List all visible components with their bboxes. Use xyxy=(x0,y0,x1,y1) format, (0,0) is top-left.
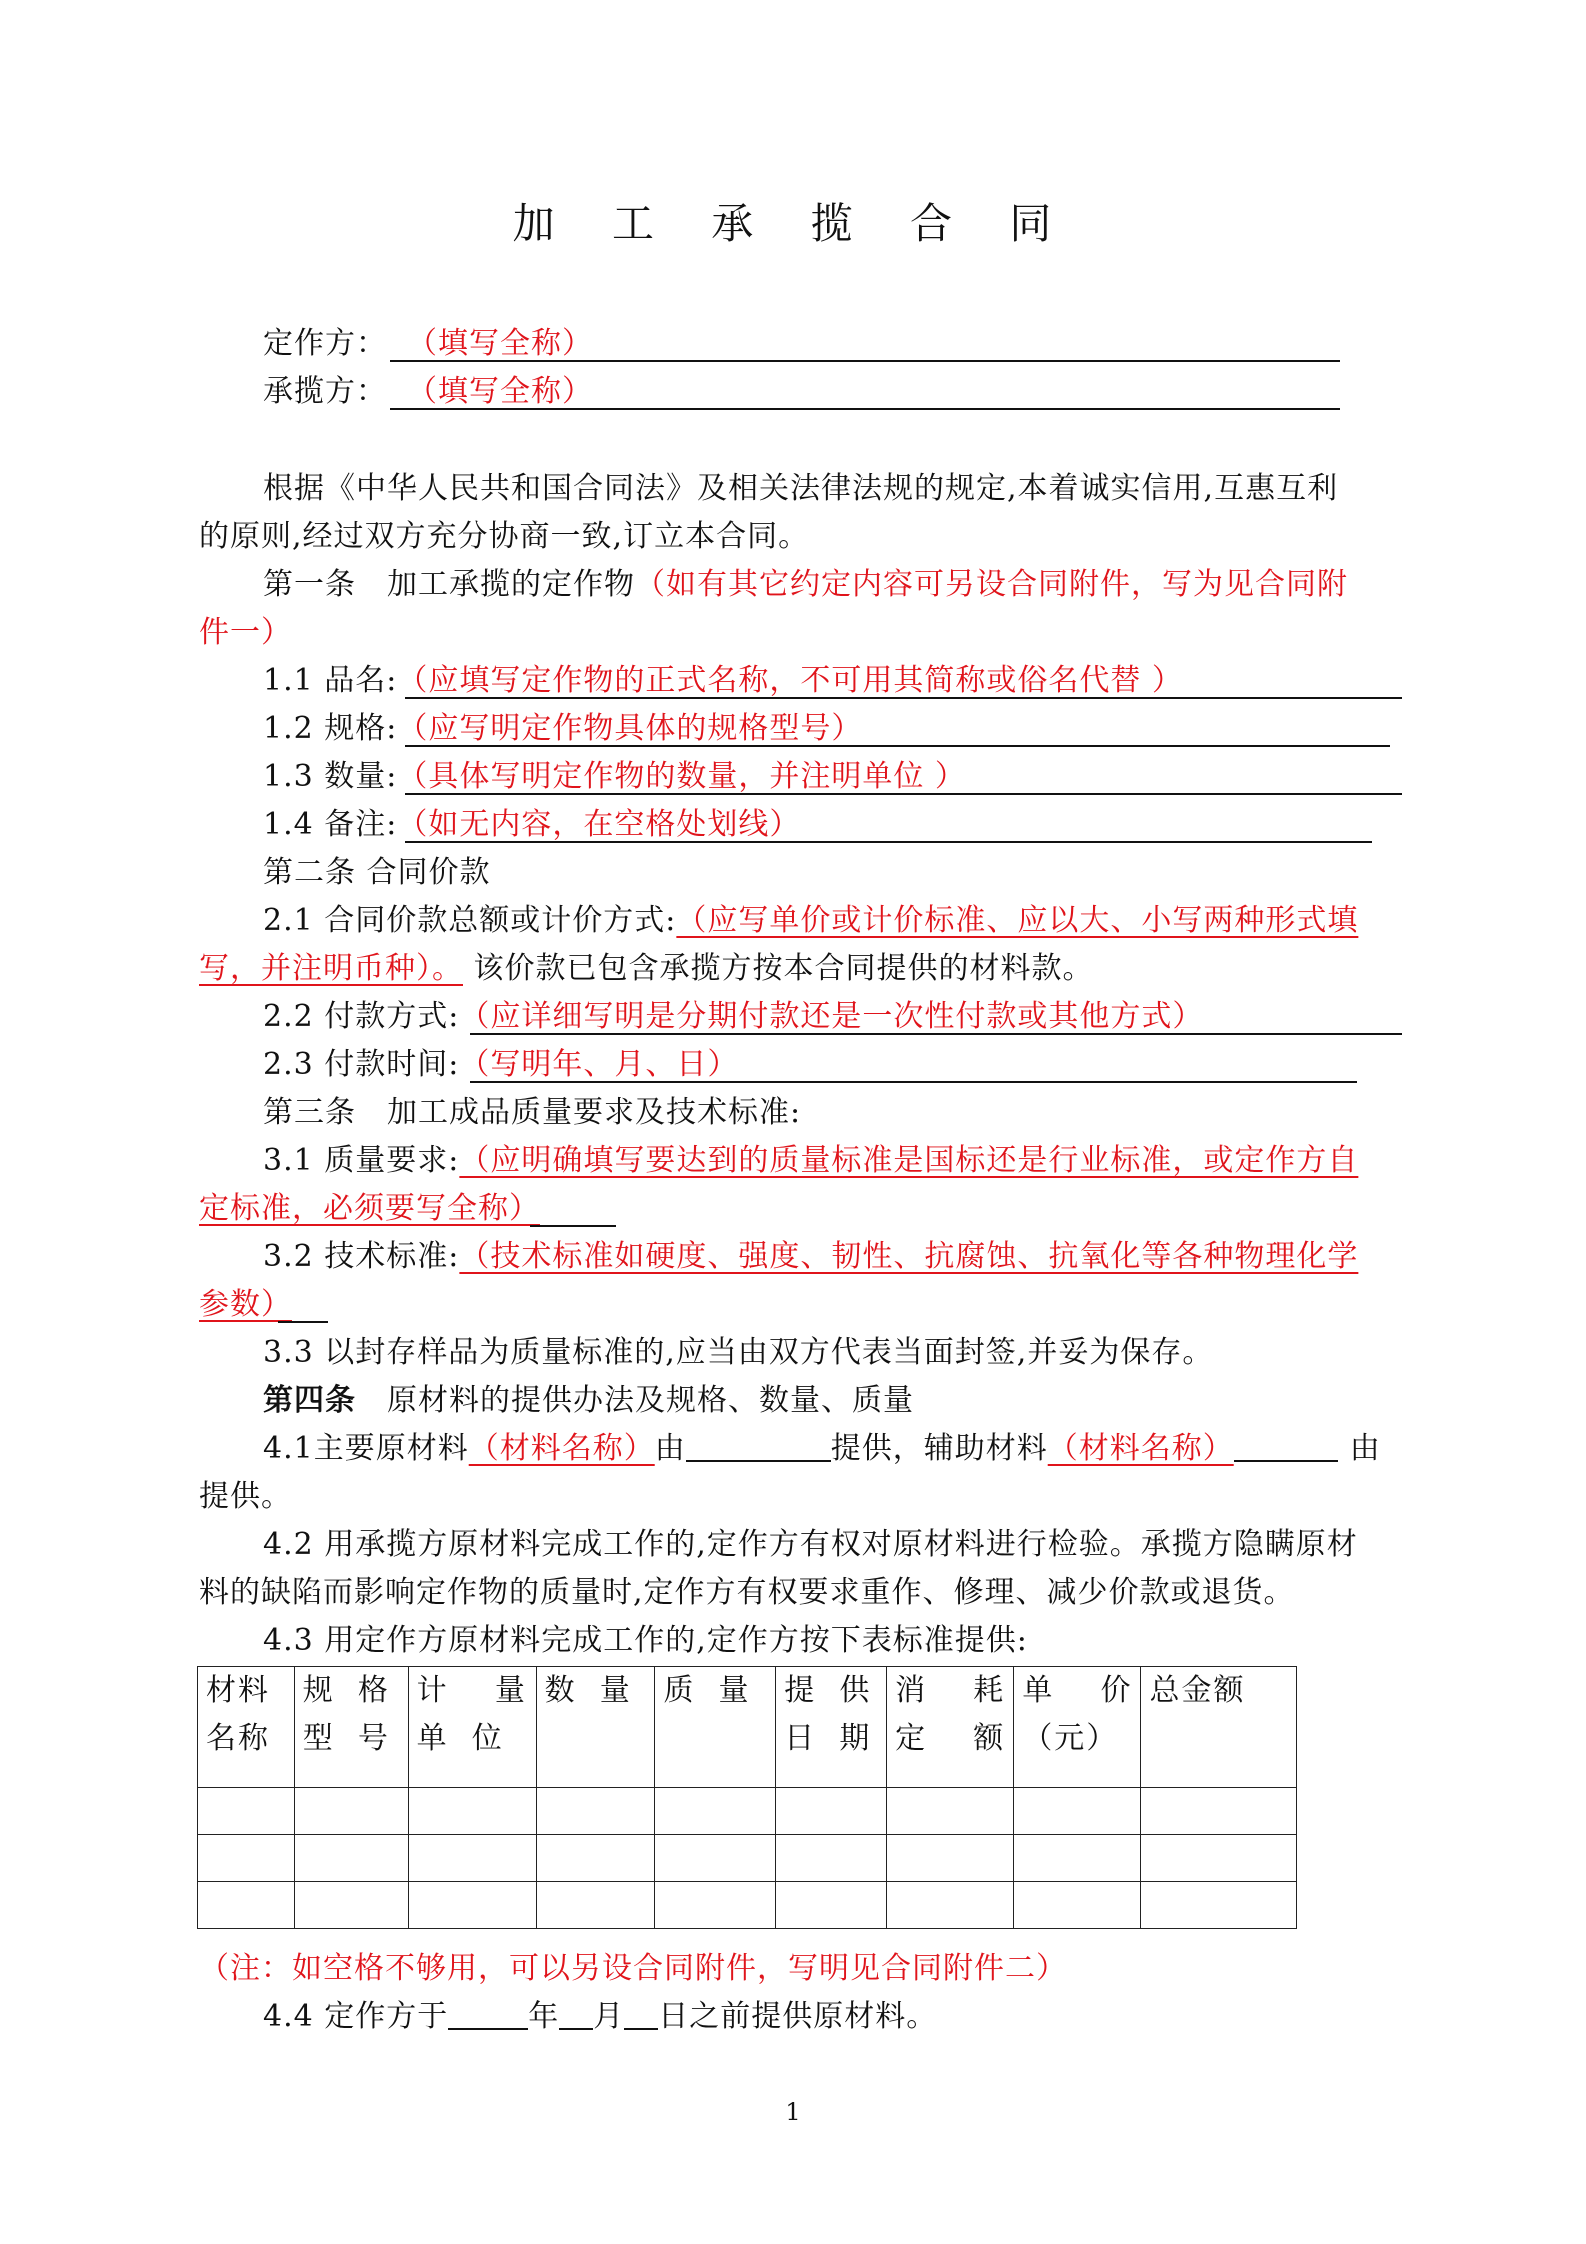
item-3-1-label: 3.1 质量要求: xyxy=(263,1143,460,1178)
article-2-heading: 第二条 合同价款 xyxy=(263,855,491,890)
table-cell[interactable] xyxy=(655,1788,776,1835)
table-header-cell: 规 格 型 号 xyxy=(294,1667,408,1788)
table-cell[interactable] xyxy=(294,1882,408,1929)
table-cell[interactable] xyxy=(776,1835,887,1882)
table-cell[interactable] xyxy=(887,1882,1014,1929)
item-4-3: 4.3 用定作方原材料完成工作的,定作方按下表标准提供: xyxy=(263,1623,1028,1658)
item-2-2-label: 2.2 付款方式: xyxy=(263,999,460,1034)
article-1-title: 第一条 加工承揽的定作物 xyxy=(263,567,635,602)
item-2-1-tail: 该价款已包含承揽方按本合同提供的材料款。 xyxy=(463,951,1094,986)
document-title: 加 工 承 揽 合 同 xyxy=(512,199,1074,248)
article-4-heading-rest: 原材料的提供办法及规格、数量、质量 xyxy=(356,1383,914,1418)
article-3-heading: 第三条 加工成品质量要求及技术标准: xyxy=(263,1095,802,1130)
table-cell[interactable] xyxy=(1141,1882,1297,1929)
item-4-1 xyxy=(263,1427,1381,1471)
table-cell[interactable] xyxy=(1014,1835,1141,1882)
table-cell[interactable] xyxy=(887,1835,1014,1882)
table-cell[interactable] xyxy=(408,1835,536,1882)
table-cell[interactable] xyxy=(294,1835,408,1882)
item-4-1-a: 4.1主要原材料 xyxy=(263,1431,469,1466)
item-1-1-hint: （应填写定作物的正式名称，不可用其简称或俗名代替 ） xyxy=(397,663,1183,698)
contractor-hint: （填写全称） xyxy=(407,374,593,409)
article-4-heading: 第四条 xyxy=(263,1383,356,1418)
item-1-3-hint: （具体写明定作物的数量，并注明单位 ） xyxy=(397,759,966,794)
article-1-heading xyxy=(263,563,1348,607)
item-4-1-hint-1: （材料名称） xyxy=(468,1431,655,1466)
item-4-1-hint-2: （材料名称） xyxy=(1047,1431,1234,1466)
table-header-row xyxy=(198,1667,1297,1788)
item-3-3: 3.3 以封存样品为质量标准的,应当由双方代表当面封签,并妥为保存。 xyxy=(263,1335,1214,1370)
item-2-1-label: 2.1 合同价款总额或计价方式: xyxy=(263,903,677,938)
item-2-3-label: 2.3 付款时间: xyxy=(263,1047,460,1082)
table-cell[interactable] xyxy=(1014,1788,1141,1835)
contractor-label: 承揽方： xyxy=(263,374,387,409)
table-cell[interactable] xyxy=(198,1882,295,1929)
item-4-2-line-2: 料的缺陷而影响定作物的质量时,定作方有权要求重作、修理、减少价款或退货。 xyxy=(199,1575,1295,1610)
item-1-1-blank-line xyxy=(405,697,1402,699)
item-1-2-label: 1.2 规格: xyxy=(263,711,398,746)
article-1-note-cont: 件一） xyxy=(199,615,292,650)
item-3-2-hint-cont: 参数） xyxy=(199,1287,292,1322)
table-cell[interactable] xyxy=(408,1882,536,1929)
item-2-2-hint: （应详细写明是分期付款还是一次性付款或其他方式） xyxy=(459,999,1204,1034)
item-4-4-day: 日之前提供原材料。 xyxy=(658,1999,938,2034)
item-3-2-label: 3.2 技术标准: xyxy=(263,1239,460,1274)
article-4-heading-line xyxy=(263,1379,914,1423)
table-note: （注：如空格不够用，可以另设合同附件，写明见合同附件二） xyxy=(199,1951,1067,1986)
item-3-2-blank-line xyxy=(278,1321,328,1323)
item-3-1-hint-cont: 定标准，必须要写全称） xyxy=(199,1191,540,1226)
item-4-1-provider-blank[interactable] xyxy=(686,1430,831,1462)
table-header-cell: 单 价 （元） xyxy=(1014,1667,1141,1788)
item-4-4-month: 月 xyxy=(593,1999,625,2034)
item-3-2-hint: （技术标准如硬度、强度、韧性、抗腐蚀、抗氧化等各种物理化学 xyxy=(459,1239,1359,1274)
item-4-1-e: 提供。 xyxy=(199,1479,292,1514)
item-1-2-blank-line xyxy=(405,745,1390,747)
table-cell[interactable] xyxy=(776,1882,887,1929)
client-label: 定作方： xyxy=(263,326,387,361)
intro-line-2: 的原则,经过双方充分协商一致,订立本合同。 xyxy=(199,519,810,554)
table-row xyxy=(198,1882,1297,1929)
table-cell[interactable] xyxy=(1141,1788,1297,1835)
table-header-cell: 总金额 xyxy=(1141,1667,1297,1788)
table-header-cell: 计 量 单 位 xyxy=(408,1667,536,1788)
item-2-1-cont xyxy=(199,947,1094,991)
table-cell[interactable] xyxy=(655,1835,776,1882)
item-3-1 xyxy=(263,1139,1358,1183)
item-4-1-d: 由 xyxy=(1349,1431,1381,1466)
item-2-1-hint: （应写单价或计价标准、应以大、小写两种形式填 xyxy=(676,903,1359,938)
table-row xyxy=(198,1835,1297,1882)
item-3-2 xyxy=(263,1235,1358,1279)
client-blank-line xyxy=(390,360,1340,362)
table-cell[interactable] xyxy=(655,1882,776,1929)
item-4-1-b: 由 xyxy=(654,1431,686,1466)
table-header-cell: 数 量 xyxy=(536,1667,655,1788)
item-4-1-c: 提供，辅助材料 xyxy=(830,1431,1048,1466)
table-cell[interactable] xyxy=(887,1788,1014,1835)
materials-table xyxy=(197,1666,1297,1929)
table-header-cell: 提 供 日 期 xyxy=(776,1667,887,1788)
item-4-4 xyxy=(263,1995,937,2039)
table-cell[interactable] xyxy=(408,1788,536,1835)
table-header-cell: 消 耗 定 额 xyxy=(887,1667,1014,1788)
day-blank[interactable] xyxy=(624,1998,658,2030)
table-cell[interactable] xyxy=(198,1788,295,1835)
item-4-4-a: 4.4 定作方于 xyxy=(263,1999,449,2034)
item-3-1-hint: （应明确填写要达到的质量标准是国标还是行业标准，或定作方自 xyxy=(459,1143,1359,1178)
item-2-3-blank-line xyxy=(470,1081,1357,1083)
table-cell[interactable] xyxy=(198,1835,295,1882)
item-2-1-hint-cont: 写，并注明币种）。 xyxy=(199,951,463,986)
item-4-4-year: 年 xyxy=(528,1999,560,2034)
item-1-4-blank-line xyxy=(405,841,1372,843)
page-number: 1 xyxy=(785,2098,801,2126)
table-cell[interactable] xyxy=(536,1788,655,1835)
table-row xyxy=(198,1788,1297,1835)
table-cell[interactable] xyxy=(536,1835,655,1882)
item-2-3-hint: （写明年、月、日） xyxy=(459,1047,739,1082)
table-header-cell: 质 量 xyxy=(655,1667,776,1788)
table-header-cell: 材料 名称 xyxy=(198,1667,295,1788)
item-4-2-line-1: 4.2 用承揽方原材料完成工作的,定作方有权对原材料进行检验。承揽方隐瞒原材 xyxy=(263,1527,1358,1562)
contractor-blank-line xyxy=(390,408,1340,410)
table-cell[interactable] xyxy=(1014,1882,1141,1929)
intro-line-1: 根据《中华人民共和国合同法》及相关法律法规的规定,本着诚实信用,互惠互利 xyxy=(263,471,1339,506)
table-cell[interactable] xyxy=(536,1882,655,1929)
item-1-3-blank-line xyxy=(405,793,1402,795)
item-4-1-aux-provider-blank[interactable] xyxy=(1234,1430,1338,1462)
table-cell[interactable] xyxy=(776,1788,887,1835)
item-1-4-label: 1.4 备注: xyxy=(263,807,398,842)
item-1-2-hint: （应写明定作物具体的规格型号） xyxy=(397,711,863,746)
item-2-1 xyxy=(263,899,1358,943)
article-1-note: （如有其它约定内容可另设合同附件，写为见合同附 xyxy=(635,567,1348,602)
table-cell[interactable] xyxy=(1141,1835,1297,1882)
item-1-1-label: 1.1 品名: xyxy=(263,663,398,698)
item-1-4-hint: （如无内容，在空格处划线） xyxy=(397,807,801,842)
item-3-1-blank-line xyxy=(530,1225,616,1227)
table-cell[interactable] xyxy=(294,1788,408,1835)
item-2-2-blank-line xyxy=(470,1033,1402,1035)
client-hint: （填写全称） xyxy=(407,326,593,361)
month-blank[interactable] xyxy=(559,1998,593,2030)
item-1-3-label: 1.3 数量: xyxy=(263,759,398,794)
year-blank[interactable] xyxy=(448,1998,528,2030)
